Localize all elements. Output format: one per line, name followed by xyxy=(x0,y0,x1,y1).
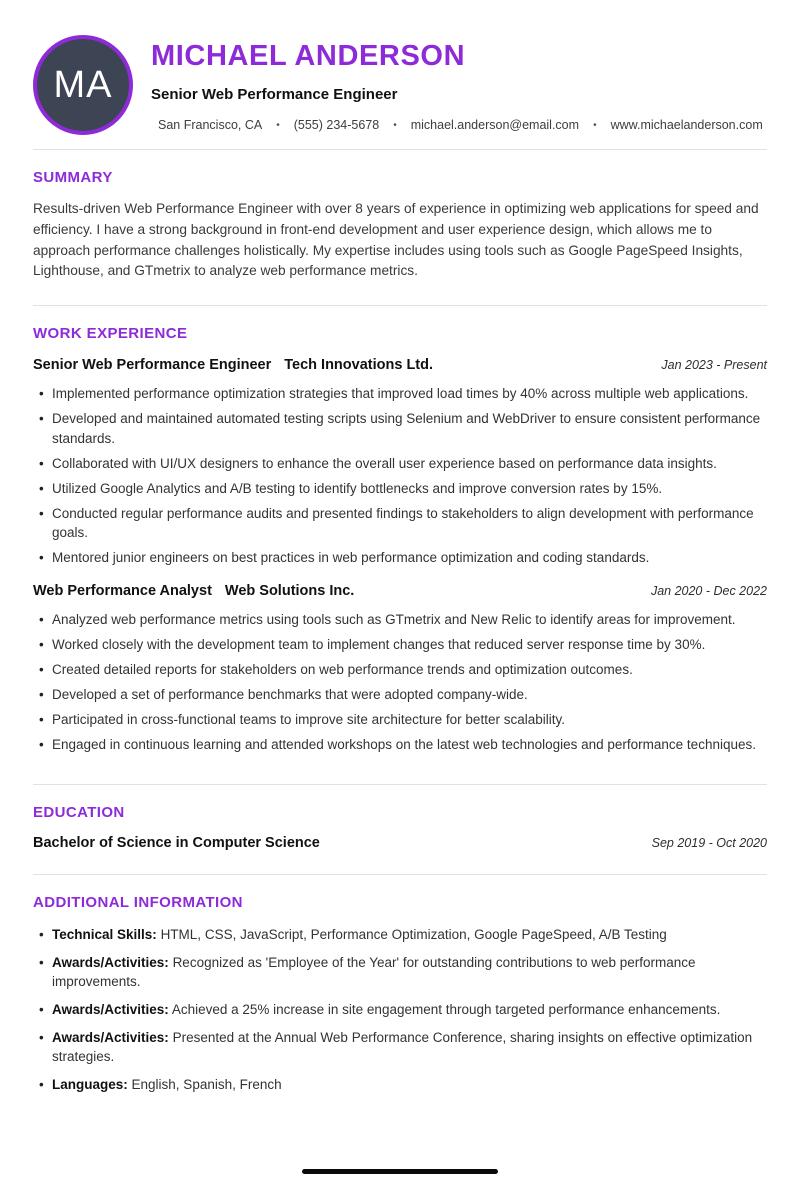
additional-information-list xyxy=(33,925,767,1095)
job-dates: Jan 2020 - Dec 2022 xyxy=(650,583,767,598)
education-section xyxy=(33,785,767,874)
info-label: Awards/Activities: xyxy=(52,1030,169,1046)
job-bullet: • Utilized Google Analytics and A/B testing to identify bottlenecks and improve conversion rates by 15%. xyxy=(52,479,767,498)
avatar-initials: MA xyxy=(53,63,113,106)
list-item xyxy=(52,953,767,991)
job-titles xyxy=(33,357,433,373)
education-entry xyxy=(33,835,767,851)
job-bullet: • Implemented performance optimization strategies that improved load times by 40% across multiple web applications. xyxy=(52,384,767,403)
job-title: Senior Web Performance Engineer xyxy=(33,357,272,374)
resume-header xyxy=(33,35,767,149)
job-header xyxy=(33,357,767,373)
contact-phone: (555) 234-5678 xyxy=(293,118,380,132)
info-text: Presented at the Annual Web Performance Conference, sharing insights on effective optimization strategies. xyxy=(52,1030,753,1065)
job-bullet-list xyxy=(33,610,767,755)
job-bullet: • Conducted regular performance audits and presented findings to stakeholders to align development with performance goals. xyxy=(52,504,767,542)
job-entry xyxy=(33,583,767,755)
info-label: Awards/Activities: xyxy=(52,954,169,970)
job-company: Web Solutions Inc. xyxy=(224,582,355,599)
additional-information-heading: ADDITIONAL INFORMATION xyxy=(33,893,243,911)
list-item xyxy=(52,1000,767,1019)
education-dates: Sep 2019 - Oct 2020 xyxy=(651,835,767,850)
job-company: Tech Innovations Ltd. xyxy=(284,357,434,374)
job-header xyxy=(33,583,767,599)
job-bullet: • Worked closely with the development team to implement changes that reduced server response time by 30%. xyxy=(52,635,767,654)
contact-website: www.michaelanderson.com xyxy=(610,118,763,132)
job-bullet: • Collaborated with UI/UX designers to enhance the overall user experience based on performance data insights. xyxy=(52,454,767,473)
job-bullet-list xyxy=(33,384,767,567)
job-dates: Jan 2023 - Present xyxy=(661,358,767,373)
list-item xyxy=(52,925,767,944)
job-bullet: • Engaged in continuous learning and attended workshops on the latest web technologies and performance techniques. xyxy=(52,735,767,754)
summary-section xyxy=(33,150,767,305)
contact-separator-dot: • xyxy=(276,119,280,131)
summary-heading: SUMMARY xyxy=(33,169,113,186)
page-bottom-bar xyxy=(302,1169,498,1174)
contact-separator-dot: • xyxy=(593,119,597,131)
job-title: Web Performance Analyst xyxy=(33,582,212,599)
candidate-job-title: Senior Web Performance Engineer xyxy=(151,86,398,103)
contact-row xyxy=(158,118,763,132)
job-bullet: • Developed and maintained automated testing scripts using Selenium and WebDriver to ensure consistent performance standards. xyxy=(52,409,767,447)
job-entry xyxy=(33,357,767,567)
info-text: English, Spanish, French xyxy=(131,1077,282,1093)
contact-separator-dot: • xyxy=(393,119,397,131)
work-experience-heading: WORK EXPERIENCE xyxy=(33,325,188,343)
job-bullet: • Analyzed web performance metrics using tools such as GTmetrix and New Relic to identify areas for improvement. xyxy=(52,610,767,629)
avatar xyxy=(33,35,133,135)
summary-text: Results-driven Web Performance Engineer with over 8 years of experience in optimizing web applications for speed and efficiency. I have a strong background in front-end development and user experience design, which allows me to approach performance challenges holistically. My expertise includes using tools such as Google PageSpeed Insights, Lighthouse, and GTmetrix to analyze web performance metrics. xyxy=(33,201,759,279)
additional-information-section xyxy=(33,875,767,1127)
job-bullet: • Mentored junior engineers on best practices in web performance optimization and coding standards. xyxy=(52,548,767,567)
info-label: Awards/Activities: xyxy=(52,1001,169,1017)
job-titles xyxy=(33,583,354,599)
job-bullet: • Participated in cross-functional teams to improve site architecture for better scalability. xyxy=(52,710,767,729)
list-item xyxy=(52,1028,767,1066)
education-degree: Bachelor of Science in Computer Science xyxy=(33,834,320,851)
job-bullet: • Created detailed reports for stakeholders on web performance trends and optimization outcomes. xyxy=(52,660,767,679)
candidate-name: MICHAEL ANDERSON xyxy=(151,40,466,72)
info-text: HTML, CSS, JavaScript, Performance Optimization, Google PageSpeed, A/B Testing xyxy=(160,926,667,942)
info-label: Technical Skills: xyxy=(52,926,157,942)
list-item xyxy=(52,1075,767,1094)
info-text: Recognized as 'Employee of the Year' for outstanding contributions to web performance improvements. xyxy=(52,954,696,989)
header-text-block xyxy=(151,35,763,132)
contact-email: michael.anderson@email.com xyxy=(410,118,580,132)
education-heading: EDUCATION xyxy=(33,803,125,821)
contact-location: San Francisco, CA xyxy=(158,118,263,132)
info-text: Achieved a 25% increase in site engagement through targeted performance enhancements. xyxy=(171,1001,721,1017)
info-label: Languages: xyxy=(52,1077,128,1093)
work-experience-section xyxy=(33,306,767,783)
job-bullet: • Developed a set of performance benchmarks that were adopted company-wide. xyxy=(52,685,767,704)
